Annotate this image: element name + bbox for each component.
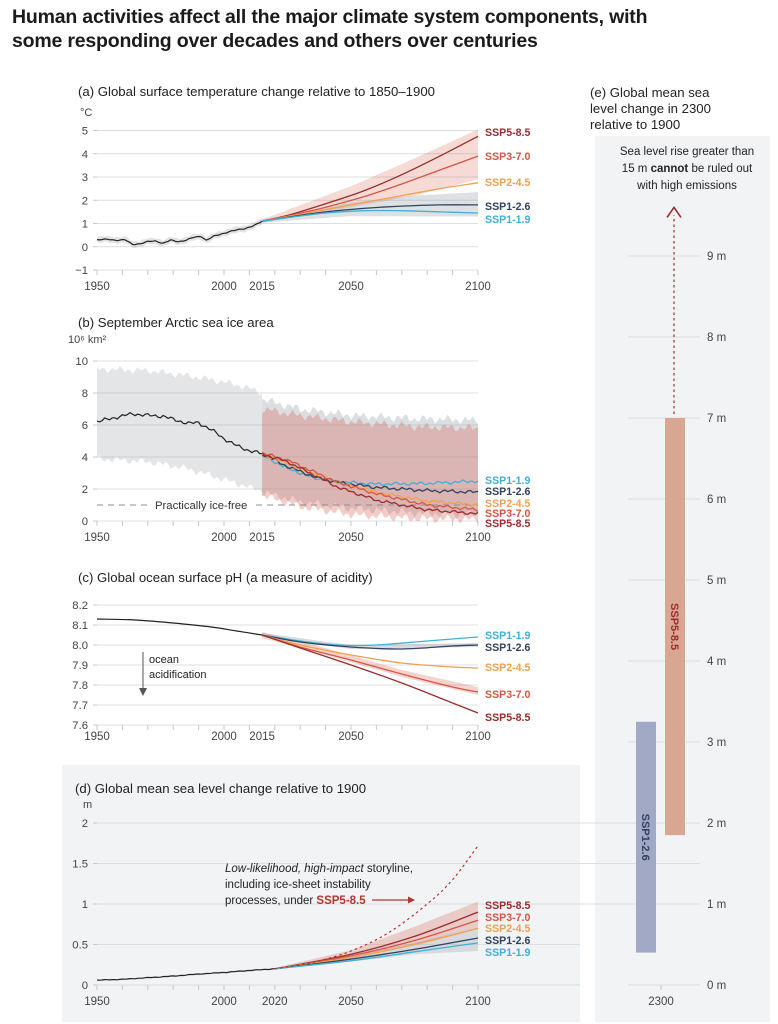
panel-e-y-tick-label: 9 m [707,251,727,263]
panel-b-series-label-SSP3-7.0: SSP3-7.0 [485,508,531,520]
panel-c-y-tick-label: 7.8 [72,680,88,692]
panel-c-x-tick-label: 2100 [465,731,491,743]
panel-e-y-tick-label: 4 m [707,656,727,668]
panel-d-x-tick-label: 2000 [211,996,237,1008]
storyline-annotation-line-2: including ice-sheet instability [225,879,371,891]
panel-c-x-tick-label: 2000 [211,731,237,743]
panel-b-y-tick-label: 0 [81,516,88,528]
panel-a-x-tick-label: 2000 [211,281,237,293]
panel-c-series-label-SSP5-8.5: SSP5-8.5 [485,712,531,724]
panel-c-title: (c) Global ocean surface pH (a measure of acidity) [78,570,373,585]
panel-a-y-tick-label: 2 [81,195,88,208]
panel-d-x-tick-label: 2020 [262,996,288,1008]
panel-a-series-label-SSP1-1.9: SSP1-1.9 [485,214,531,226]
panel-c-x-tick-label: 1950 [84,731,110,743]
panel-a-title: (a) Global surface temperature change relative to 1850–1900 [78,84,436,99]
panel-e-y-tick-label: 8 m [707,332,727,344]
panel-a-x-tick-label: 2050 [338,281,364,293]
panel-b-y-axis-unit: 10⁶ km² [68,334,107,346]
panel-b-x-tick-label: 2015 [249,532,275,544]
panel-b-x-tick-label: 1950 [84,532,110,544]
panel-d-y-tick-label: 0.5 [72,939,88,952]
ocean-acidification-label: ocean [149,654,179,666]
sea-level-annotation-line-1: Sea level rise greater than [619,146,755,158]
panel-e-y-tick-label: 3 m [707,737,727,749]
panel-b-y-tick-label: 10 [75,356,88,368]
panel-c-series-label-SSP3-7.0: SSP3-7.0 [485,689,531,701]
panel-a-y-tick-label: −1 [75,265,88,277]
panel-d-x-tick-label: 1950 [84,996,110,1008]
panel-b-series-label-SSP1-2.6: SSP1-2.6 [485,486,531,498]
panel-c-y-tick-label: 7.7 [72,700,88,712]
panel-c-series-label-SSP1-1.9: SSP1-1.9 [485,630,531,642]
panel-d-series-label-SSP5-8.5: SSP5-8.5 [485,900,531,912]
panel-a-y-axis-unit: °C [80,107,93,119]
panel-b-y-tick-label: 8 [81,388,88,400]
panel-e-title: (e) Global mean sea [590,85,710,100]
storyline-annotation-line-1: Low-likelihood, high-impact storyline, [225,863,413,875]
panel-e-y-tick-label: 2 m [707,818,727,830]
panel-e-y-tick-label: 5 m [707,575,727,587]
panel-c-x-tick-label: 2015 [249,731,275,743]
panel-b-series-label-SSP1-1.9: SSP1-1.9 [485,475,531,487]
panel-d-y-tick-label: 2 [81,818,88,830]
panel-c-y-tick-label: 8.0 [72,640,88,652]
panel-e-title: relative to 1900 [590,117,681,132]
panel-d-series-label-SSP1-1.9: SSP1-1.9 [485,947,531,959]
panel-a-historical-uncertainty-band [97,218,262,249]
panel-d-series-label-SSP2-4.5: SSP2-4.5 [485,923,531,935]
ice-free-label: Practically ice-free [155,500,248,512]
panel-c-y-tick-label: 8.1 [72,620,88,632]
panel-a-x-tick-label: 2100 [465,281,491,293]
panel-d-title: (d) Global mean sea level change relative to 1900 [75,781,367,796]
panel-d-y-tick-label: 1 [81,899,88,911]
panel-d-y-axis-unit: m [83,799,93,811]
panel-b-series-label-SSP5-8.5: SSP5-8.5 [485,518,531,530]
panel-b-x-tick-label: 2000 [211,532,237,544]
panel-a-y-tick-label: 4 [81,148,88,161]
panel-b-hist-uncertainty-band [97,366,262,494]
panel-e-bar-label-SSP1-2.6: SSP1-2.6 [639,813,651,861]
sea-level-annotation-line-2: 15 m cannot be ruled out [621,163,753,175]
panel-c-y-tick-label: 7.6 [72,720,88,732]
storyline-annotation-line-3: processes, under SSP5-8.5 [225,895,366,907]
panel-a-series-label-SSP1-2.6: SSP1-2.6 [485,201,531,213]
panel-e-y-tick-label: 1 m [707,899,727,911]
ocean-acidification-label: acidification [149,669,207,681]
panel-c-y-tick-label: 8.2 [72,600,88,612]
panel-e-bar-label-SSP5-8.5: SSP5-8.5 [668,603,680,651]
panel-a-y-tick-label: 3 [81,172,88,184]
ocean-acidification-arrowhead-icon [139,688,147,696]
panel-d-x-tick-label: 2100 [465,996,491,1008]
panel-b-series-label-SSP2-4.5: SSP2-4.5 [485,498,531,510]
panel-d-x-tick-label: 2050 [338,996,364,1008]
panel-a-series-label-SSP2-4.5: SSP2-4.5 [485,177,531,189]
panel-e-title: level change in 2300 [590,101,711,116]
panel-c-y-tick-label: 7.9 [72,660,88,672]
panel-d-series-label-SSP1-2.6: SSP1-2.6 [485,935,531,947]
panel-c-series-label-SSP2-4.5: SSP2-4.5 [485,662,531,674]
panel-e-y-tick-label: 7 m [707,413,727,425]
panel-a-y-tick-label: 1 [81,218,88,231]
panel-d-series-label-SSP3-7.0: SSP3-7.0 [485,912,531,924]
panel-a-x-tick-label: 2015 [249,281,275,293]
panel-a-y-tick-label: 5 [81,125,88,138]
panel-e-y-tick-label: 0 m [707,980,727,992]
panel-b-title: (b) September Arctic sea ice area [78,315,274,330]
panel-a-series-label-SSP3-7.0: SSP3-7.0 [485,151,531,163]
panel-d-y-tick-label: 0 [81,980,88,992]
panel-b-x-tick-label: 2050 [338,532,364,544]
panel-c-series-label-SSP1-2.6: SSP1-2.6 [485,642,531,654]
panel-b-y-tick-label: 4 [81,452,88,464]
panel-d-y-tick-label: 1.5 [72,858,88,871]
panel-c-x-tick-label: 2050 [338,731,364,743]
page-title-line-2: some responding over decades and others over centuries [12,29,538,52]
panel-c-historical-line [97,619,262,635]
panel-e-x-tick-label: 2300 [648,996,674,1008]
panel-e-y-tick-label: 6 m [707,494,727,506]
panel-d-background [62,765,580,1022]
sea-level-annotation-line-3: with high emissions [637,180,737,192]
panel-a-series-label-SSP5-8.5: SSP5-8.5 [485,127,531,139]
panel-a-x-tick-label: 1950 [84,281,110,293]
panel-b-y-tick-label: 6 [81,420,88,432]
page-title-line-1: Human activities affect all the major climate system components, with [12,6,648,28]
panel-b-x-tick-label: 2100 [465,532,491,544]
panel-b-y-tick-label: 2 [81,484,88,496]
panel-a-y-tick-label: 0 [81,241,88,254]
